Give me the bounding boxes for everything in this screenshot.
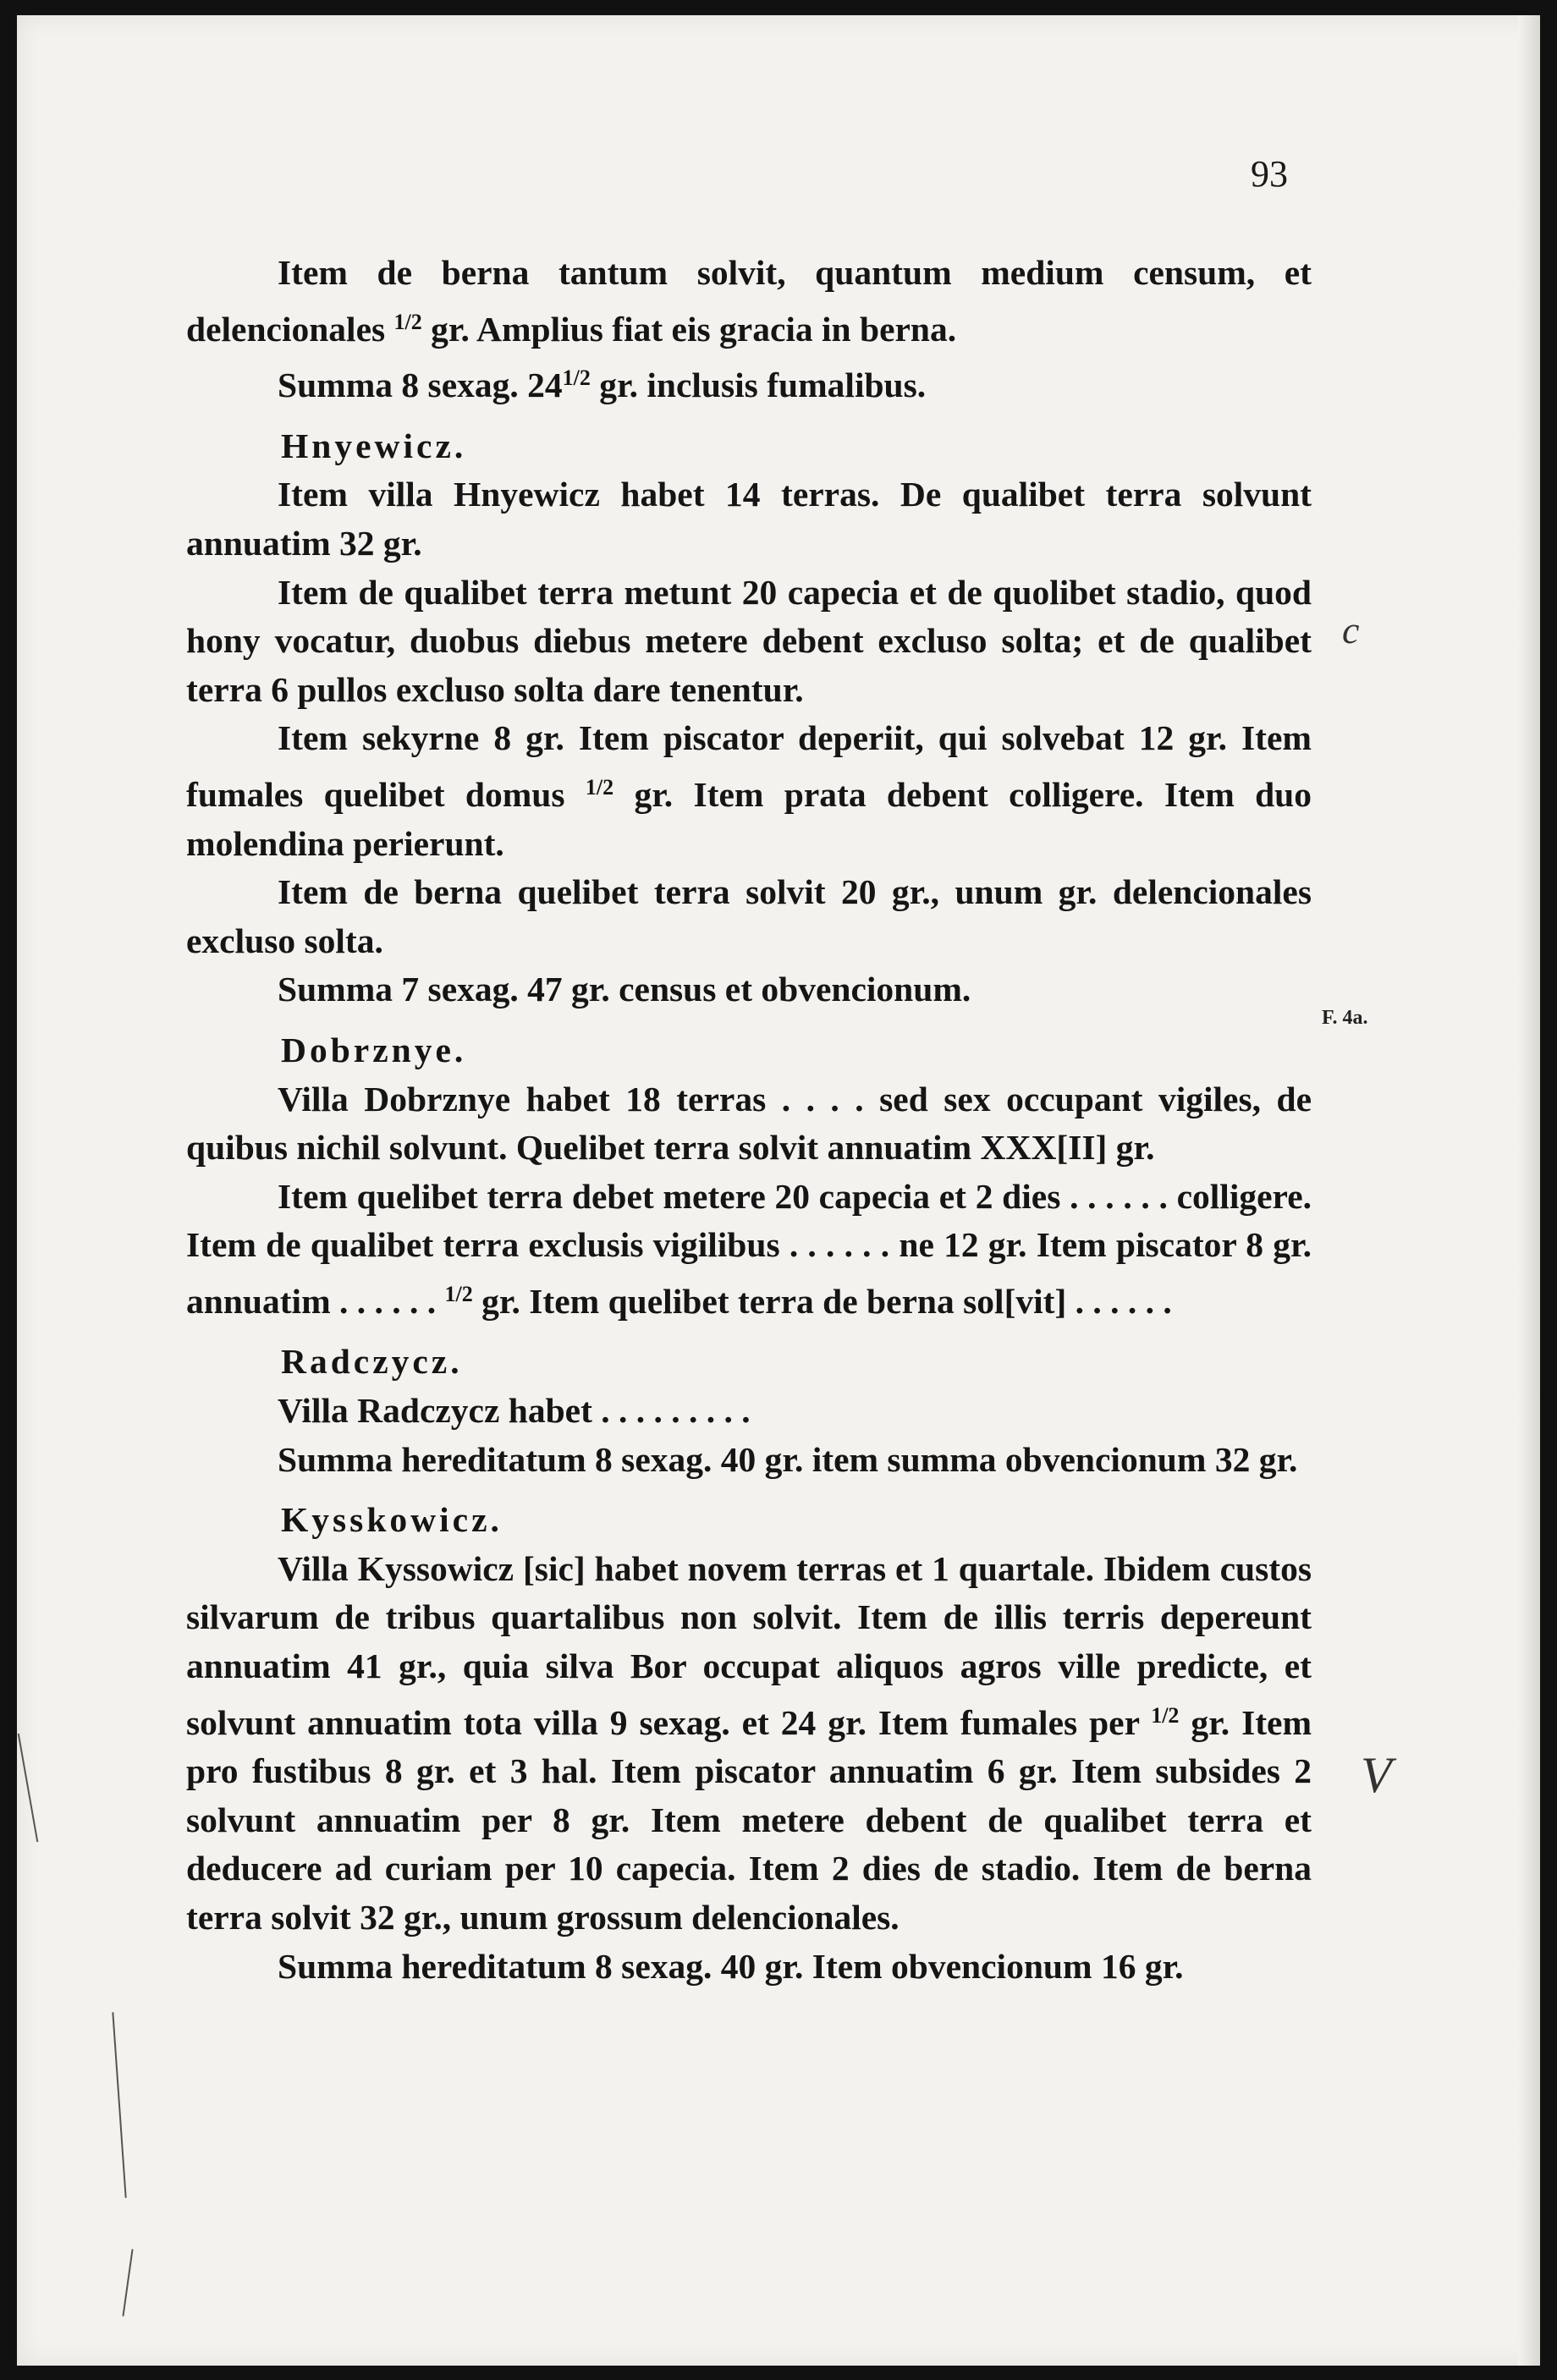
paragraph: Summa hereditatum 8 sexag. 40 gr. item summa obvencionum 32 gr. <box>278 1439 1298 1479</box>
paragraph: Item de berna tantum solvit, quantum medium censum, et delencionales $^{1/2}$ gr. Amplius fiat eis gracia in berna. <box>186 253 1312 349</box>
paragraph: Villa Kyssowicz [sic] habet novem terras et 1 quartale. Ibidem custos silvarum de tribus quartalibus non solvit. Item de illis terris depereunt annuatim 41 gr., quia silva Bor occupat aliquos agros ville predicte, et solvunt annuatim tota villa 9 sexag. et 24 gr. Item fumales per $^{1/2}$ gr. Item pro fustibus 8 gr. et 3 hal. Item piscator annuatim 6 gr. Item subsides 2 solvunt annuatim per 8 gr. Item metere debent de qualibet terra et deducere ad curiam per 10 capecia. Item 2 dies de stadio. Item de berna terra solvit 32 gr., unum grossum delencionales. <box>186 1548 1312 1937</box>
pencil-mark <box>18 1734 39 1842</box>
section-heading: Radczycz. <box>281 1342 463 1382</box>
paragraph: Item de qualibet terra metunt 20 capecia et de quolibet stadio, quod hony vocatur, duobus diebus metere debent excluso solta; et de qualibet terra 6 pullos excluso solta dare tenentur. <box>186 572 1312 709</box>
page-body <box>186 249 1312 1991</box>
pencil-mark <box>112 2012 126 2198</box>
paragraph: Item villa Hnyewicz habet 14 terras. De qualibet terra solvunt annuatim 32 gr. <box>186 475 1312 563</box>
section-heading: Hnyewicz. <box>281 426 467 465</box>
page-edge-shadow <box>1518 15 1540 2366</box>
section-heading: Kysskowicz. <box>281 1500 503 1540</box>
folio-note: F. 4a. <box>1322 1007 1368 1029</box>
paragraph: Summa 8 sexag. $24^{1/2}$ gr. inclusis fumalibus. <box>278 366 927 405</box>
paragraph: Item de berna quelibet terra solvit 20 gr., unum gr. delencionales excluso solta. <box>186 872 1312 960</box>
paragraph: Summa hereditatum 8 sexag. 40 gr. Item obvencionum 16 gr. <box>278 1946 1184 1986</box>
page-number: 93 <box>1251 153 1288 195</box>
pencil-mark <box>122 2249 133 2317</box>
paragraph: Item quelibet terra debet metere 20 capecia et 2 dies . . . . . . colligere. Item de qualibet terra exclusis vigilibus . . . . . . ne 12 gr. Item piscator 8 gr. annuatim . . . . . . $^{1/2}$ gr. Item quelibet terra de berna sol[vit] . . . . . . <box>186 1176 1312 1321</box>
paragraph: Summa 7 sexag. 47 gr. census et obvencionum. <box>278 970 971 1009</box>
section-heading: Dobrznye. <box>281 1030 467 1069</box>
paragraph: Item sekyrne 8 gr. Item piscator deperiit, qui solvebat 12 gr. Item fumales quelibet domus $^{1/2}$ gr. Item prata debent colligere. Item duo molendina perierunt. <box>186 718 1312 863</box>
handwritten-mark-c: c <box>1342 608 1360 651</box>
paragraph: Villa Radczycz habet . . . . . . . . . <box>278 1391 751 1431</box>
document-page <box>17 15 1540 2366</box>
paragraph: Villa Dobrznye habet 18 terras . . . . sed sex occupant vigiles, de quibus nichil solvunt. Quelibet terra solvit annuatim XXX[II] gr. <box>186 1079 1312 1168</box>
handwritten-mark-v: V <box>1361 1747 1392 1803</box>
